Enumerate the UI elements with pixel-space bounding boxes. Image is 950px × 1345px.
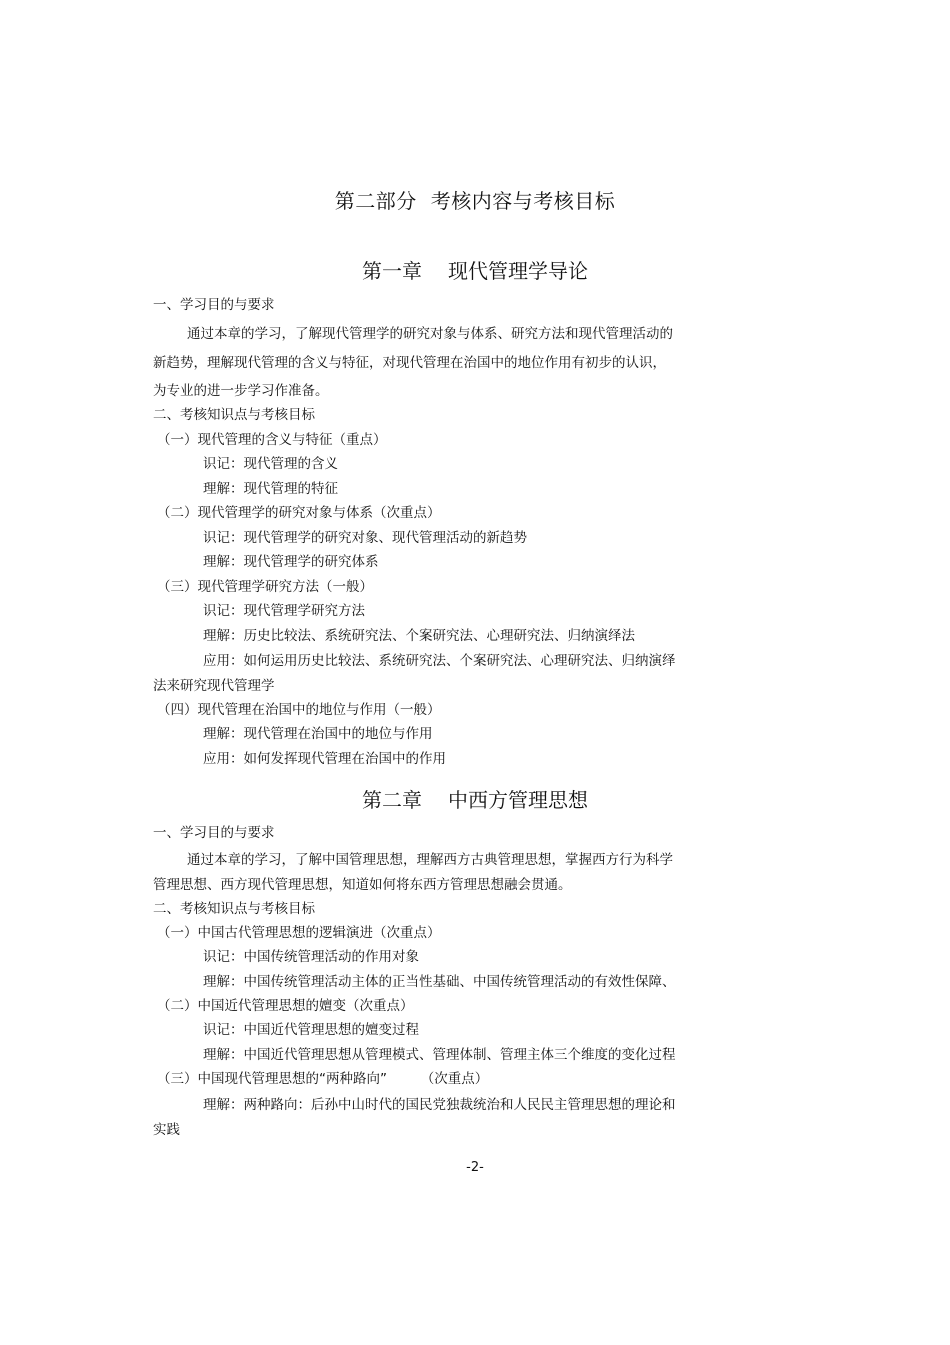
part-heading: 考核内容与考核目标 <box>430 189 616 213</box>
paragraph-line: 新趋势，理解现代管理的含义与特征，对现代管理在治国中的地位作用有初步的认识， <box>153 355 666 371</box>
paragraph-line: 通过本章的学习，了解中国管理思想，理解西方古典管理思想，掌握西方行为科学 <box>187 852 673 868</box>
objective-line: 理解：现代管理的特征 <box>203 481 338 497</box>
page-number: -2- <box>466 1160 484 1175</box>
chapter-1-heading: 现代管理学导论 <box>448 259 588 283</box>
objective-line: 识记：现代管理学研究方法 <box>203 603 365 619</box>
chapter-2-heading: 中西方管理思想 <box>448 788 588 812</box>
section-heading: 一、学习目的与要求 <box>153 825 275 841</box>
objective-line: 识记：现代管理的含义 <box>203 456 338 472</box>
objective-line: 法来研究现代管理学 <box>153 678 275 694</box>
objective-line: 理解：现代管理学的研究体系 <box>203 554 379 570</box>
section-heading: 一、学习目的与要求 <box>153 297 275 313</box>
knowledge-point: （三）中国现代管理思想的“两种路向” （次重点） <box>157 1071 489 1087</box>
chapter-1-label: 第一章 <box>362 259 422 283</box>
objective-line: 识记：中国近代管理思想的嬗变过程 <box>203 1022 419 1038</box>
objective-line: 应用：如何运用历史比较法、系统研究法、个案研究法、心理研究法、归纳演绎 <box>203 653 676 669</box>
chapter-1-title <box>0 255 950 284</box>
knowledge-point: （一）现代管理的含义与特征（重点） <box>157 432 387 448</box>
objective-line: 识记：现代管理学的研究对象、现代管理活动的新趋势 <box>203 530 527 546</box>
paragraph-line: 通过本章的学习，了解现代管理学的研究对象与体系、研究方法和现代管理活动的 <box>187 326 673 342</box>
objective-line: 实践 <box>153 1122 180 1138</box>
paragraph-line: 管理思想、西方现代管理思想，知道如何将东西方管理思想融会贯通。 <box>153 877 572 893</box>
paragraph-line: 为专业的进一步学习作准备。 <box>153 383 329 399</box>
knowledge-point: （二）中国近代管理思想的嬗变（次重点） <box>157 998 414 1014</box>
chapter-2-title <box>0 784 950 813</box>
part-label: 第二部分 <box>334 189 417 213</box>
section-heading: 二、考核知识点与考核目标 <box>153 901 315 917</box>
objective-line: 理解：历史比较法、系统研究法、个案研究法、心理研究法、归纳演绎法 <box>203 628 635 644</box>
chapter-2-label: 第二章 <box>362 788 422 812</box>
objective-line: 理解：中国传统管理活动主体的正当性基础、中国传统管理活动的有效性保障、 <box>203 974 676 990</box>
knowledge-point: （三）现代管理学研究方法（一般） <box>157 579 373 595</box>
objective-line: 应用：如何发挥现代管理在治国中的作用 <box>203 751 446 767</box>
part-title <box>0 185 950 214</box>
objective-line: 理解：两种路向：后孙中山时代的国民党独裁统治和人民民主管理思想的理论和 <box>203 1097 676 1113</box>
objective-line: 理解：现代管理在治国中的地位与作用 <box>203 726 433 742</box>
knowledge-point: （四）现代管理在治国中的地位与作用（一般） <box>157 702 441 718</box>
knowledge-point: （二）现代管理学的研究对象与体系（次重点） <box>157 505 441 521</box>
section-heading: 二、考核知识点与考核目标 <box>153 407 315 423</box>
knowledge-point: （一）中国古代管理思想的逻辑演进（次重点） <box>157 925 441 941</box>
objective-line: 理解：中国近代管理思想从管理模式、管理体制、管理主体三个维度的变化过程 <box>203 1047 676 1063</box>
objective-line: 识记：中国传统管理活动的作用对象 <box>203 949 419 965</box>
